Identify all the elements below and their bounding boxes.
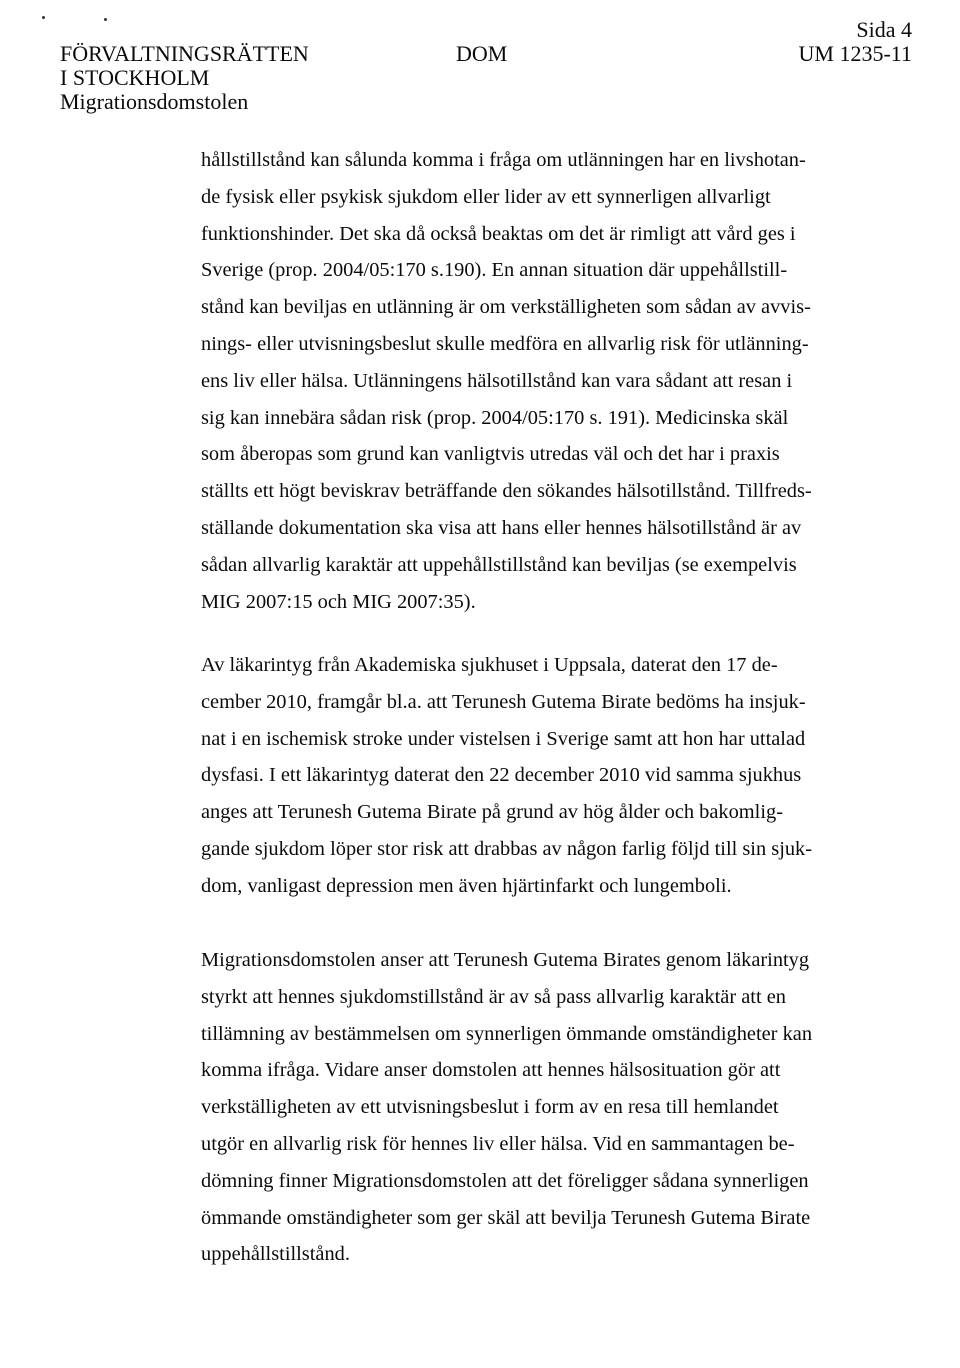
text-line: tillämning av bestämmelsen om synnerligen ömmande omständigheter kan	[201, 1022, 813, 1045]
text-line: uppehållstillstånd.	[201, 1243, 350, 1266]
paragraph-2	[201, 647, 821, 905]
court-division: Migrationsdomstolen	[60, 89, 249, 114]
document-type: DOM	[456, 41, 508, 66]
court-header	[60, 42, 309, 114]
text-line: stånd kan beviljas en utlänning är om verkställigheten som sådan av avvis-	[201, 296, 811, 319]
text-line: verkställigheten av ett utvisningsbeslut i form av en resa till hemlandet	[201, 1096, 779, 1119]
text-line: anges att Terunesh Gutema Birate på grund av hög ålder och bakomlig-	[201, 801, 783, 824]
text-line: ömmande omständigheter som ger skäl att bevilja Terunesh Gutema Birate	[201, 1206, 811, 1229]
case-number: UM 1235-11	[798, 41, 912, 66]
paragraph-3	[201, 942, 821, 1273]
text-line: Av läkarintyg från Akademiska sjukhuset i Uppsala, daterat den 17 de-	[201, 654, 778, 676]
text-line: Migrationsdomstolen anser att Terunesh Gutema Birates genom läkarintyg	[201, 949, 810, 971]
text-line: Sverige (prop. 2004/05:170 s.190). En annan situation där uppehållstill-	[201, 259, 788, 282]
scan-speck	[104, 18, 107, 21]
court-location: I STOCKHOLM	[60, 65, 210, 90]
text-line: de fysisk eller psykisk sjukdom eller lider av ett synnerligen allvarligt	[201, 185, 771, 208]
scan-speck	[42, 16, 45, 19]
text-line: MIG 2007:15 och MIG 2007:35).	[201, 590, 476, 613]
text-line: sig kan innebära sådan risk (prop. 2004/05:170 s. 191). Medicinska skäl	[201, 406, 789, 429]
page-number: Sida 4	[856, 17, 912, 42]
text-line: hållstillstånd kan sålunda komma i fråga om utlänningen har en livshotan-	[201, 149, 806, 171]
text-line: sådan allvarlig karaktär att uppehållstillstånd kan beviljas (se exempelvis	[201, 553, 797, 576]
text-line: ställande dokumentation ska visa att hans eller hennes hälsotillstånd är av	[201, 516, 802, 539]
text-line: dömning finner Migrationsdomstolen att det föreligger sådana synnerligen	[201, 1169, 809, 1192]
text-line: dom, vanligast depression men även hjärtinfarkt och lungemboli.	[201, 874, 732, 897]
paragraph-1	[201, 142, 821, 620]
page-reference	[799, 18, 912, 66]
text-line: som åberopas som grund kan vanligtvis utredas väl och det har i praxis	[201, 443, 780, 466]
text-line: styrkt att hennes sjukdomstillstånd är av så pass allvarlig karaktär att en	[201, 985, 786, 1008]
text-line: dysfasi. I ett läkarintyg daterat den 22 december 2010 vid samma sjukhus	[201, 764, 802, 787]
text-line: ens liv eller hälsa. Utlänningens hälsotillstånd kan vara sådant att resan i	[201, 369, 793, 392]
text-line: nings- eller utvisningsbeslut skulle medföra en allvarlig risk för utlänning-	[201, 332, 809, 355]
text-line: cember 2010, framgår bl.a. att Terunesh Gutema Birate bedöms ha insjuk-	[201, 690, 806, 713]
text-line: utgör en allvarlig risk för hennes liv eller hälsa. Vid en sammantagen be-	[201, 1132, 795, 1155]
text-line: funktionshinder. Det ska då också beaktas om det är rimligt att vård ges i	[201, 222, 796, 245]
text-line: komma ifråga. Vidare anser domstolen att hennes hälsosituation gör att	[201, 1059, 781, 1082]
text-line: nat i en ischemisk stroke under vistelsen i Sverige samt att hon har uttalad	[201, 727, 806, 750]
court-name: FÖRVALTNINGSRÄTTEN	[60, 41, 309, 66]
text-line: gande sjukdom löper stor risk att drabbas av någon farlig följd till sin sjuk-	[201, 837, 813, 860]
text-line: ställts ett högt beviskrav beträffande den sökandes hälsotillstånd. Tillfreds-	[201, 480, 812, 503]
